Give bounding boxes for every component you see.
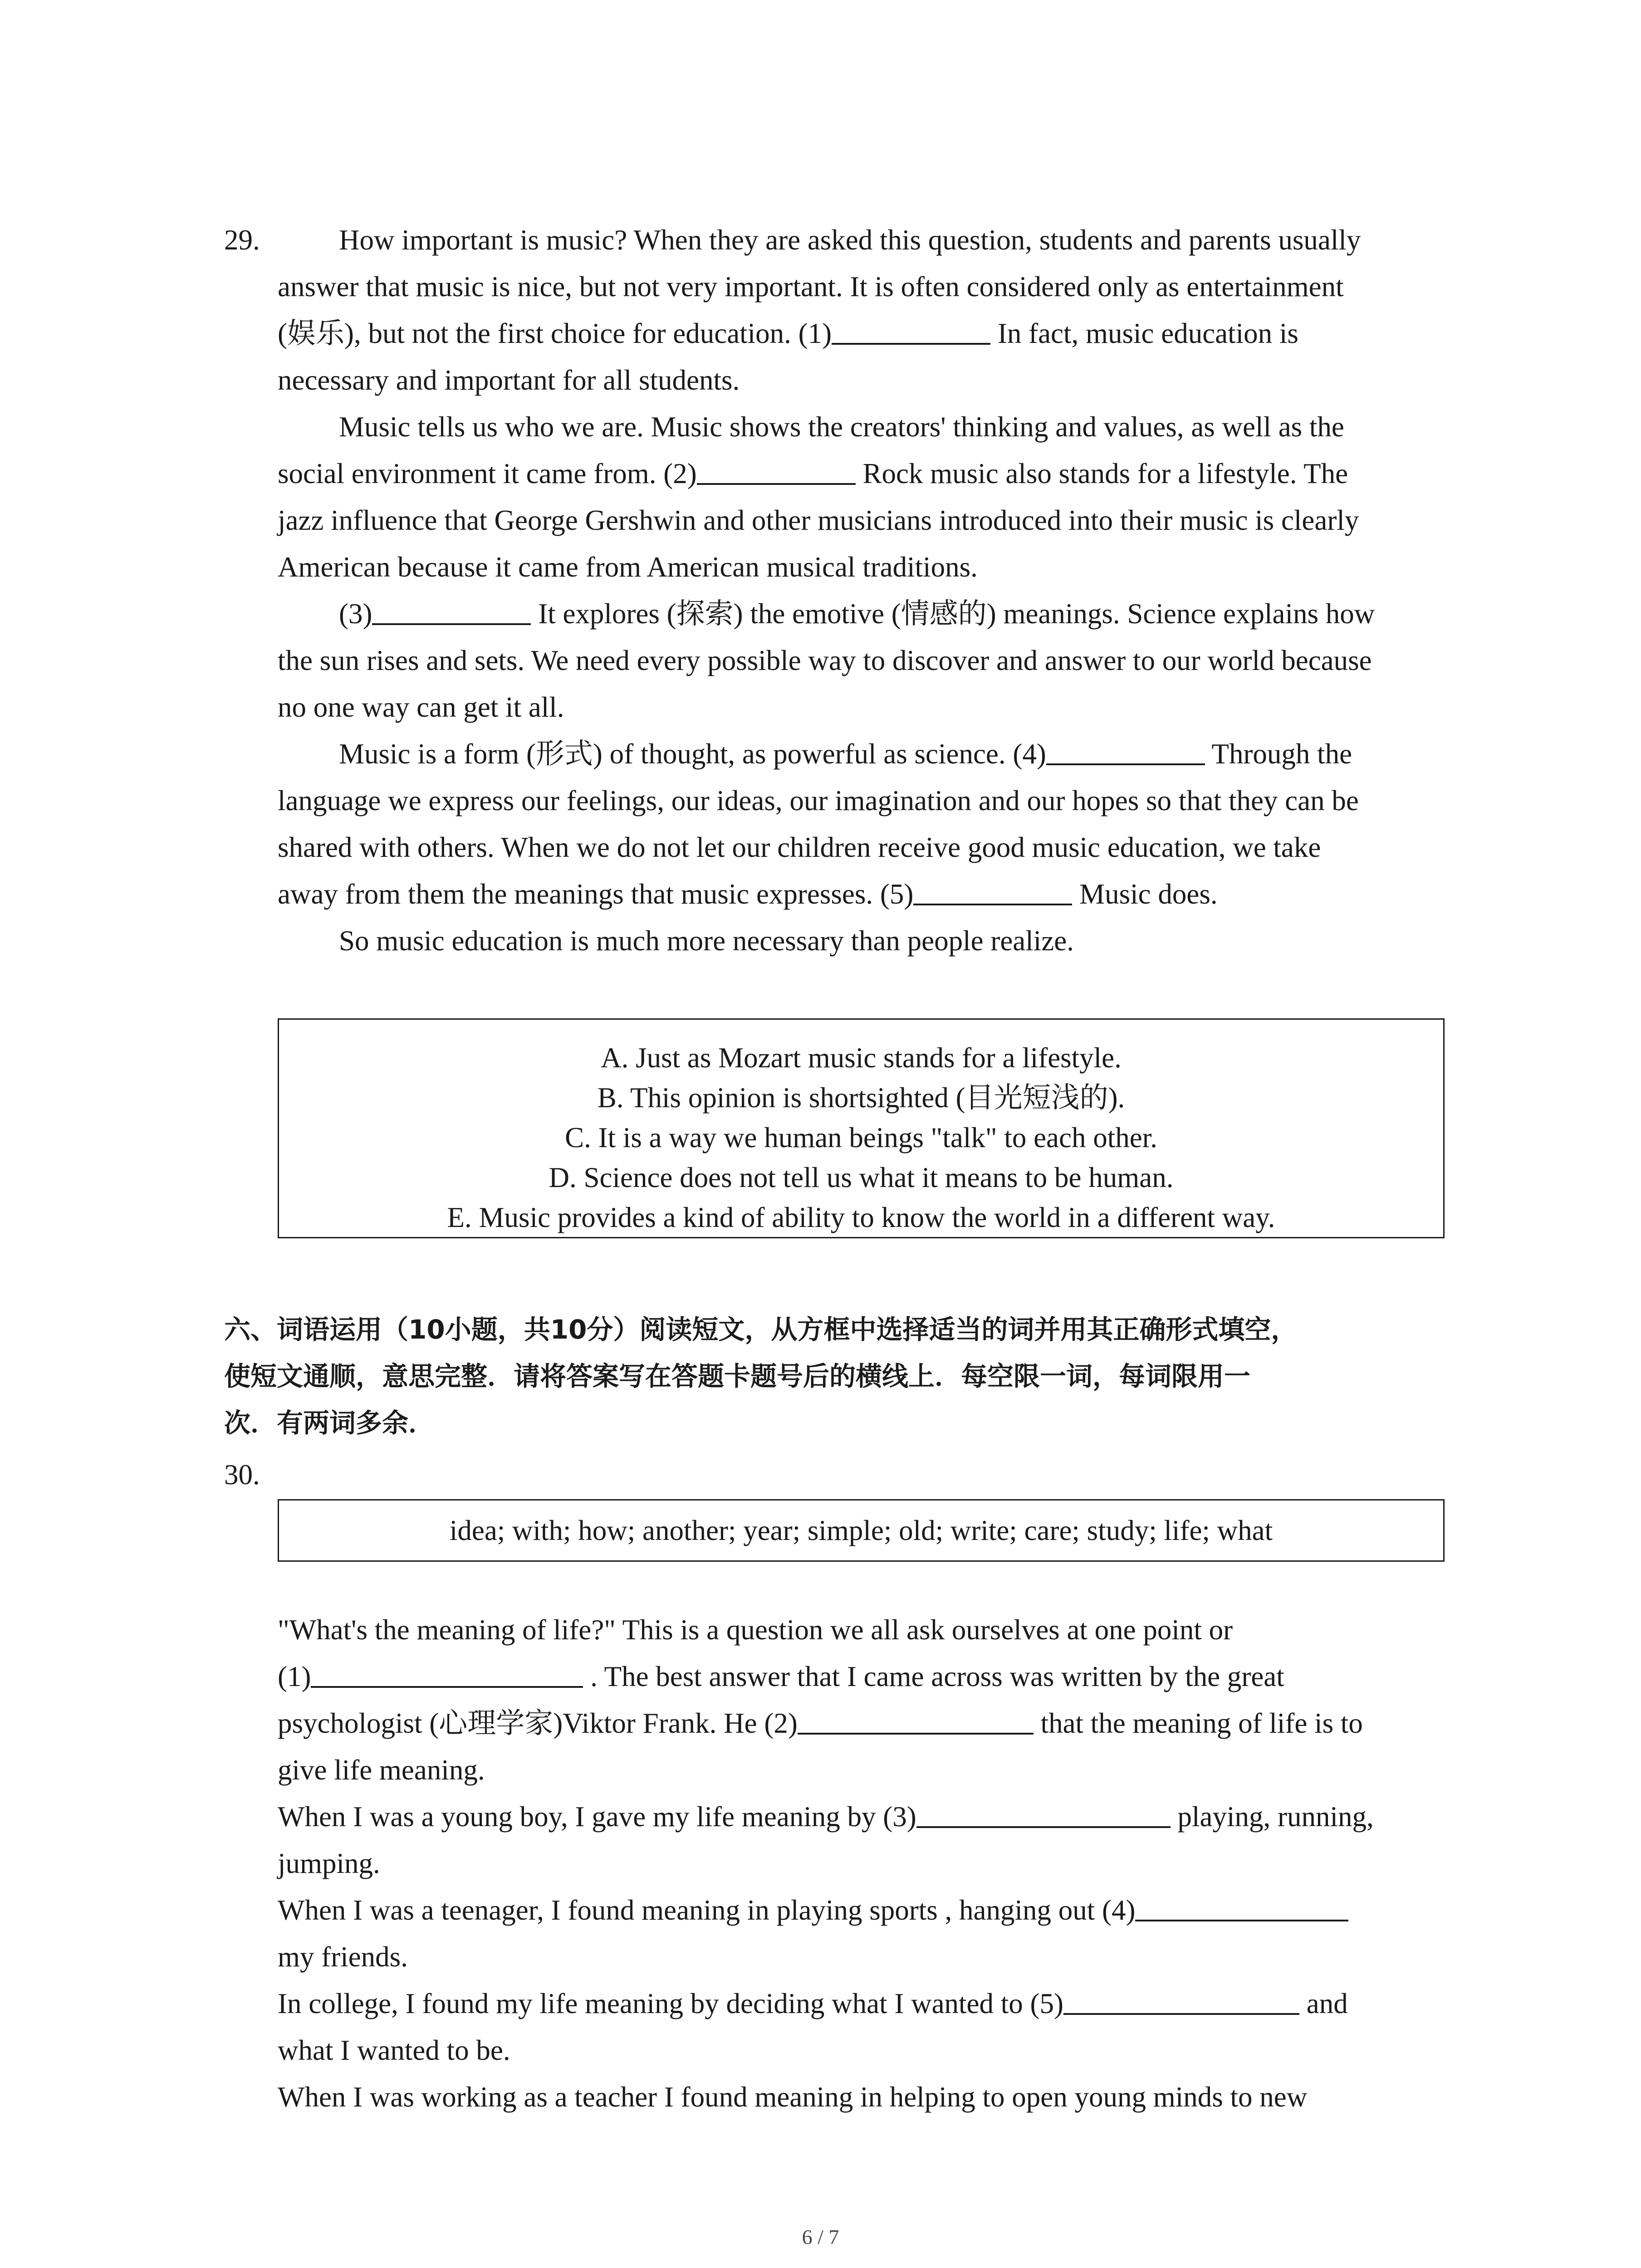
section-line: 六、词语运用（10小题，共10分）阅读短文，从方框中选择适当的词并用其正确形式填空， xyxy=(224,1314,1298,1345)
question-30-passage xyxy=(278,1607,1466,2121)
options-box xyxy=(278,1018,1445,1238)
passage-line: So music education is much more necessary than people realize. xyxy=(339,925,1074,957)
passage-line: language we express our feelings, our ideas, our imagination and our hopes so that they can be xyxy=(278,785,1359,816)
passage-text: Rock music also stands for a lifestyle. The xyxy=(855,458,1348,489)
answer-blank-5[interactable] xyxy=(913,875,1072,905)
answer-blank-2[interactable] xyxy=(798,1704,1034,1735)
passage-line: jumping. xyxy=(278,1848,380,1879)
passage-text: Music does. xyxy=(1072,878,1218,910)
option-d: D. Science does not tell us what it means to be human. xyxy=(549,1162,1174,1193)
answer-blank-1[interactable] xyxy=(311,1657,583,1688)
passage-line xyxy=(278,1794,1466,1840)
section-line: 使短文通顺，意思完整．请将答案写在答题卡题号后的横线上．每空限一词，每词限用一 xyxy=(224,1361,1251,1392)
word-bank-box xyxy=(278,1499,1445,1562)
section-line: 次．有两词多余． xyxy=(224,1408,435,1438)
passage-line: "What's the meaning of life?" This is a question we all ask ourselves at one point or xyxy=(278,1614,1233,1646)
passage-text: (3) xyxy=(339,598,372,630)
passage-line xyxy=(278,871,1457,918)
passage-line xyxy=(278,1980,1466,2027)
passage-text: away from them the meanings that music expresses. (5) xyxy=(278,878,914,910)
option-b: B. This opinion is shortsighted (目光短浅的). xyxy=(597,1082,1125,1114)
question-29-passage xyxy=(278,217,1457,964)
passage-line: shared with others. When we do not let our children receive good music education, we take xyxy=(278,831,1321,863)
passage-text: When I was a teenager, I found meaning in playing sports , hanging out (4) xyxy=(278,1894,1136,1926)
passage-line: the sun rises and sets. We need every possible way to discover and answer to our world because xyxy=(278,645,1372,676)
passage-text: . The best answer that I came across was written by the great xyxy=(583,1661,1284,1692)
passage-text: and xyxy=(1299,1988,1348,2019)
option-e: E. Music provides a kind of ability to know the world in a different way. xyxy=(447,1202,1275,1233)
answer-blank-2[interactable] xyxy=(697,455,856,485)
answer-blank-5[interactable] xyxy=(1063,1984,1299,2015)
passage-text: It explores (探索) the emotive (情感的) meanings. Science explains how xyxy=(531,598,1375,630)
passage-text: (娱乐), but not the first choice for education. (1) xyxy=(278,318,832,349)
passage-line: Music tells us who we are. Music shows the creators' thinking and values, as well as the xyxy=(339,411,1344,443)
passage-text: (1) xyxy=(278,1661,311,1692)
passage-text: that the meaning of life is to xyxy=(1033,1707,1363,1739)
passage-line xyxy=(278,310,1457,357)
passage-text: social environment it came from. (2) xyxy=(278,458,697,489)
passage-line: jazz influence that George Gershwin and other musicians introduced into their music is clearly xyxy=(278,504,1359,536)
passage-line: American because it came from American musical traditions. xyxy=(278,551,978,583)
passage-line: my friends. xyxy=(278,1941,408,1973)
passage-line: answer that music is nice, but not very important. It is often considered only as entertainment xyxy=(278,271,1344,303)
passage-text: In fact, music education is xyxy=(990,318,1298,349)
answer-blank-4[interactable] xyxy=(1046,735,1205,765)
page-number: 6 / 7 xyxy=(802,2225,839,2248)
passage-text: Music is a form (形式) of thought, as powerful as science. (4) xyxy=(339,738,1046,770)
word-bank: idea; with; how; another; year; simple; old; write; care; study; life; what xyxy=(449,1515,1273,1546)
passage-line: what I wanted to be. xyxy=(278,2034,510,2066)
answer-blank-4[interactable] xyxy=(1135,1891,1348,1921)
passage-line: necessary and important for all students. xyxy=(278,364,740,396)
section-6-instructions xyxy=(224,1306,1449,1447)
passage-line xyxy=(278,1887,1466,1934)
passage-line: no one way can get it all. xyxy=(278,691,564,723)
option-a: A. Just as Mozart music stands for a lifestyle. xyxy=(601,1042,1122,1074)
question-29-number: 29. xyxy=(224,224,260,256)
passage-text: psychologist (心理学家)Viktor Frank. He (2) xyxy=(278,1707,798,1739)
passage-text: Through the xyxy=(1205,738,1352,770)
answer-blank-3[interactable] xyxy=(916,1798,1171,1828)
passage-text: When I was a young boy, I gave my life meaning by (3) xyxy=(278,1801,916,1833)
option-c: C. It is a way we human beings "talk" to each other. xyxy=(565,1122,1157,1154)
passage-line xyxy=(278,450,1457,497)
passage-line xyxy=(278,591,1457,637)
answer-blank-1[interactable] xyxy=(832,314,990,345)
answer-blank-3[interactable] xyxy=(372,595,531,625)
passage-text: In college, I found my life meaning by deciding what I wanted to (5) xyxy=(278,1988,1063,2019)
passage-line: give life meaning. xyxy=(278,1754,485,1786)
question-30-number: 30. xyxy=(224,1459,260,1491)
passage-line: When I was working as a teacher I found meaning in helping to open young minds to new xyxy=(278,2081,1308,2113)
passage-line xyxy=(278,1700,1466,1747)
passage-line xyxy=(278,731,1457,777)
passage-text: playing, running, xyxy=(1170,1801,1374,1833)
passage-line xyxy=(278,1653,1466,1700)
passage-line: How important is music? When they are asked this question, students and parents usually xyxy=(339,224,1361,256)
